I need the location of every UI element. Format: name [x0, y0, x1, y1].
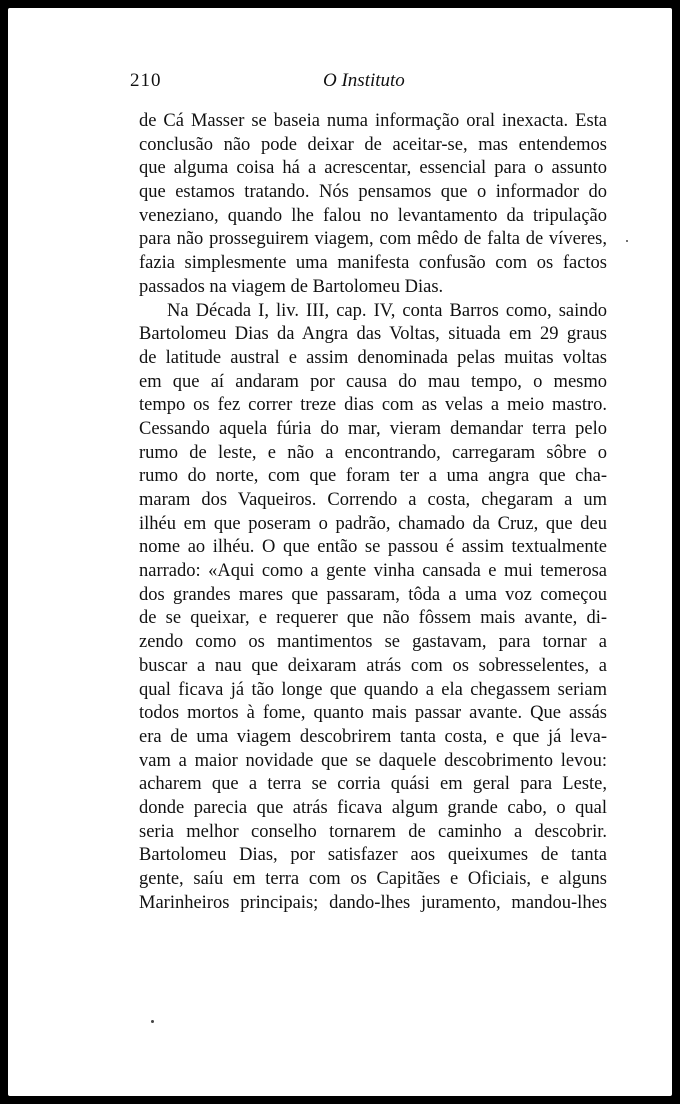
text-line: rumo de leste, e não a encontrando, carregaram sôbre o	[139, 442, 607, 463]
text-line: que alguma coisa há a acrescentar, essencial para o assunto	[139, 158, 607, 179]
text-line: buscar a nau que deixaram atrás com os sobresselentes, a	[139, 655, 607, 676]
text-line: Marinheiros principais; dando-lhes juramento, mandou-lhes	[139, 892, 607, 913]
text-line: rumo do norte, com que foram ter a uma angra que cha-	[139, 466, 607, 487]
text-line: nome ao ilhéu. O que então se passou é assim textualmente	[139, 537, 607, 558]
text-line: de Cá Masser se baseia numa informação oral inexacta. Esta	[139, 111, 607, 131]
text-line: zendo como os mantimentos se gastavam, para tornar a	[139, 632, 607, 653]
text-line: qual ficava já tão longe que quando a ela chegassem seriam	[139, 679, 607, 700]
text-line: vam a maior novidade que se daquele descobrimento levou:	[139, 750, 607, 771]
text-line: donde parecia que atrás ficava algum grande cabo, o qual	[139, 797, 607, 818]
text-line: de latitude austral e assim denominada pelas muitas voltas	[139, 347, 607, 368]
text-line: para não prosseguirem viagem, com mêdo de falta de víveres,	[139, 229, 607, 250]
text-line: acharem que a terra se corria quási em geral para Leste,	[139, 774, 607, 795]
text-line: ilhéu em que poseram o padrão, chamado da Cruz, que deu	[139, 513, 607, 534]
text-line: passados na viagem de Bartolomeu Dias.	[139, 276, 444, 297]
text-line: em que aí andaram por causa do mau tempo, o mesmo	[139, 371, 607, 392]
body-text	[139, 110, 607, 915]
book-page	[8, 8, 672, 1096]
paragraph-1	[139, 110, 607, 300]
text-line: Bartolomeu Dias, por satisfazer aos queixumes de tanta	[139, 845, 607, 866]
paragraph-2	[139, 300, 607, 916]
text-line: conclusão não pode deixar de aceitar-se, mas entendemos	[139, 134, 607, 155]
text-line: fazia simplesmente uma manifesta confusão com os factos	[139, 253, 607, 274]
running-title: O Instituto	[323, 70, 405, 91]
text-line: todos mortos à fome, quanto mais passar avante. Que assás	[139, 703, 607, 724]
text-line: Cessando aquela fúria do mar, vieram demandar terra pelo	[139, 418, 607, 439]
page-number: 210	[130, 70, 162, 91]
text-line: era de uma viagem descobrirem tanta costa, e que já leva-	[139, 726, 607, 747]
text-line: Bartolomeu Dias da Angra das Voltas, situada em 29 graus	[139, 324, 607, 345]
text-line: veneziano, quando lhe falou no levantamento da tripulação	[139, 205, 607, 226]
text-line: gente, saíu em terra com os Capitães e Oficiais, e alguns	[139, 869, 607, 889]
text-line: seria melhor conselho tornarem de caminho a descobrir.	[139, 821, 607, 842]
text-line: Na Década I, liv. III, cap. IV, conta Barros como, saindo	[167, 300, 607, 321]
text-line: dos grandes mares que passaram, tôda a uma voz começou	[139, 584, 607, 605]
paper-speck	[151, 1020, 154, 1023]
text-line: maram dos Vaqueiros. Correndo a costa, chegaram a um	[139, 490, 607, 510]
text-line: narrado: «Aqui como a gente vinha cansada e mui temerosa	[139, 561, 607, 582]
paper-speck	[626, 240, 628, 242]
text-line: que estamos tratando. Nós pensamos que o informador do	[139, 182, 607, 203]
page-header	[128, 70, 608, 96]
text-line: tempo os fez correr treze dias com as velas a meio mastro.	[139, 395, 607, 416]
text-line: de se queixar, e requerer que não fôssem mais avante, di-	[139, 608, 607, 629]
